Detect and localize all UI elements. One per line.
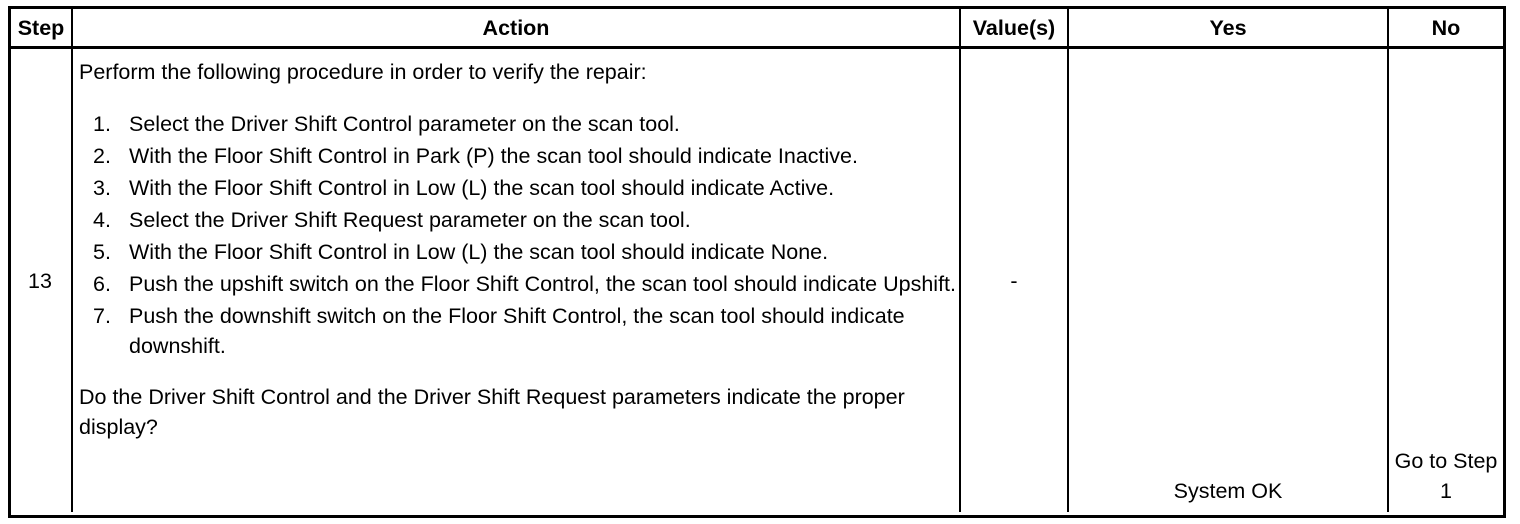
procedure-step-number: 3.: [93, 176, 111, 200]
procedure-step-text: With the Floor Shift Control in Park (P) the scan tool should indicate Inactive.: [129, 144, 858, 168]
procedure-step-number: 4.: [93, 208, 111, 232]
procedure-step: [79, 142, 959, 172]
value-cell: -: [961, 49, 1069, 512]
step-number: 13: [11, 49, 73, 512]
header-yes: Yes: [1069, 9, 1389, 49]
action-cell: [73, 49, 961, 512]
header-no: No: [1389, 9, 1503, 49]
procedure-step: [79, 206, 959, 236]
no-result: Go to Step 1: [1394, 449, 1498, 503]
diagnostic-table: [8, 6, 1506, 518]
procedure-step-number: 1.: [93, 112, 111, 136]
procedure-step-number: 7.: [93, 304, 111, 328]
header-step: Step: [11, 9, 73, 49]
procedure-step: [79, 174, 959, 204]
procedure-step: [79, 302, 959, 361]
procedure-step: [79, 270, 959, 300]
procedure-step: [79, 238, 959, 268]
procedure-step-number: 5.: [93, 240, 111, 264]
procedure-step-text: With the Floor Shift Control in Low (L) the scan tool should indicate None.: [129, 240, 829, 264]
procedure-step-number: 6.: [93, 272, 111, 296]
procedure-step-text: Select the Driver Shift Control parameter on the scan tool.: [129, 112, 680, 136]
procedure-step-number: 2.: [93, 144, 111, 168]
procedure-step-text: Push the downshift switch on the Floor Shift Control, the scan tool should indicate downshift.: [129, 304, 905, 358]
procedure-step: [79, 110, 959, 140]
header-values: Value(s): [961, 9, 1069, 49]
yes-result: System OK: [1069, 49, 1389, 512]
procedure-step-text: Select the Driver Shift Request parameter on the scan tool.: [129, 208, 691, 232]
action-question: Do the Driver Shift Control and the Driver Shift Request parameters indicate the proper display?: [79, 385, 905, 439]
action-intro: Perform the following procedure in order to verify the repair:: [79, 60, 647, 84]
procedure-step-text: Push the upshift switch on the Floor Shift Control, the scan tool should indicate Upshift.: [129, 272, 957, 296]
header-action: Action: [73, 9, 961, 49]
procedure-step-text: With the Floor Shift Control in Low (L) the scan tool should indicate Active.: [129, 176, 835, 200]
procedure-list: [79, 110, 959, 361]
